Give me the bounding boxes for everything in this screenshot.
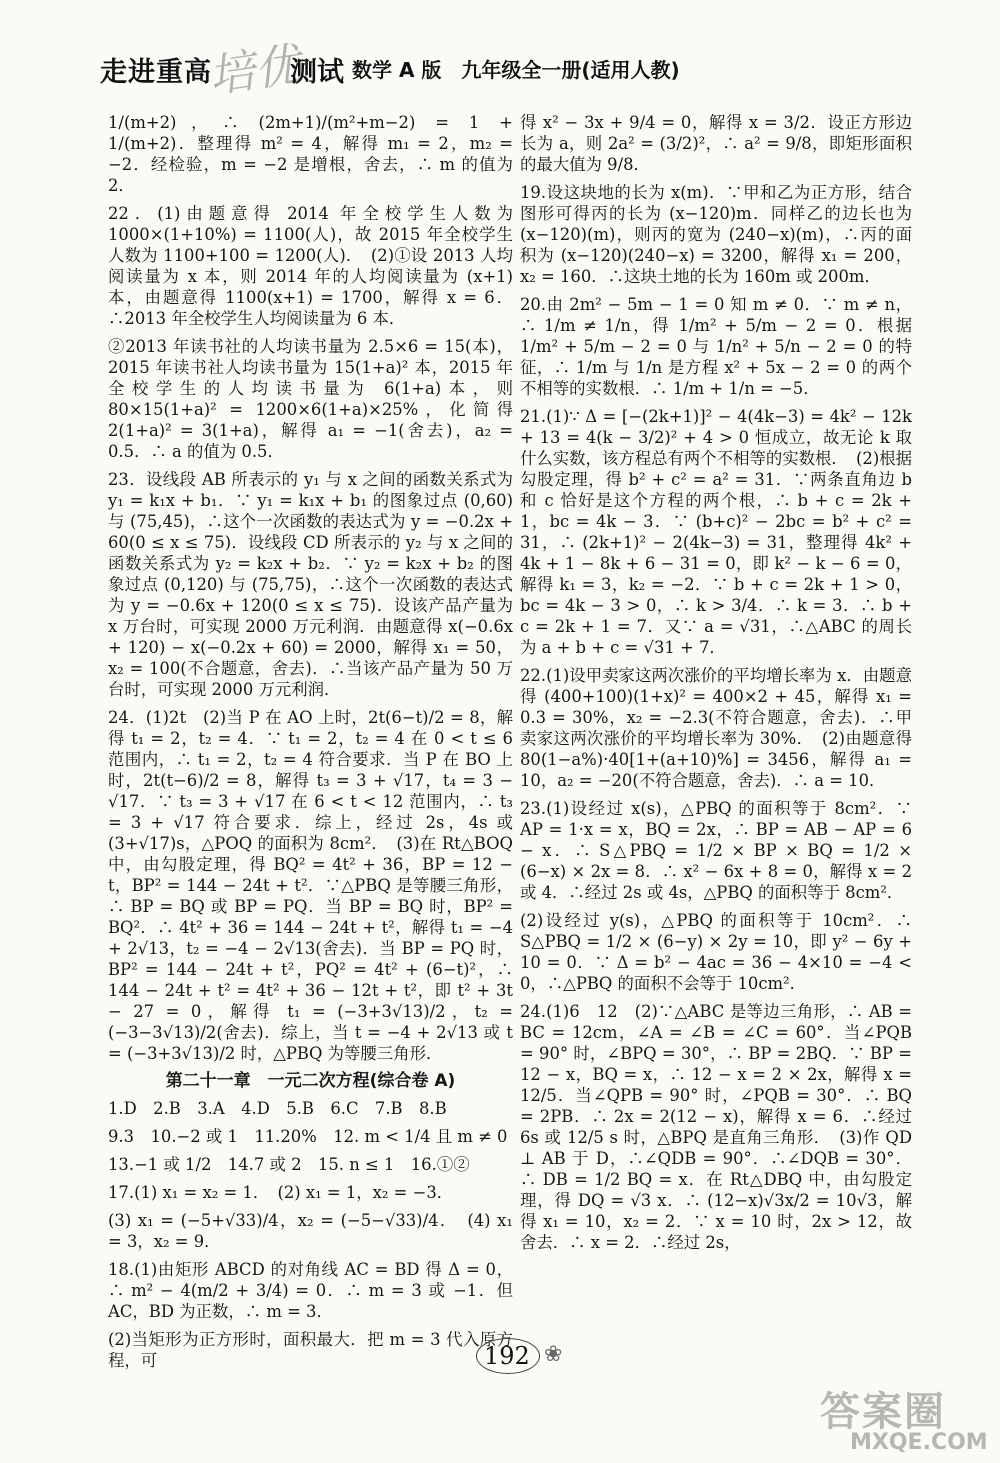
answer-paragraph: (2)当矩形为正方形时，面积最大．把 m = 3 代入原方程，可 (108, 1330, 513, 1370)
answer-paragraph: 18.(1)由矩形 ABCD 的对角线 AC = BD 得 Δ = 0，∴ m² − 4(m/2 + 3/4) = 0．∴ m = 3 或 −1．但 AC，BD 为正数，∴ m = 3． (108, 1260, 513, 1321)
answer-line: (3) x₁ = (−5+√33)/4，x₂ = (−5−√33)/4． (4) x₁ = 3，x₂ = 9． (108, 1211, 513, 1251)
right-column (520, 112, 912, 1260)
answer-paragraph: (2)设经过 y(s)，△PBQ 的面积等于 10cm²．∴ S△PBQ = 1/2 × (6−y) × 2y = 10，即 y² − 6y + 10 = 0．∵ Δ = b² − 4ac = 36 − 4×10 = −4 < 0，∴△PBQ 的面积不会等于 10cm²． (520, 911, 912, 993)
page-number: 192 (484, 1342, 530, 1370)
answer-paragraph: 23．设线段 AB 所表示的 y₁ 与 x 之间的函数关系式为 y₁ = k₁x + b₁．∵ y₁ = k₁x + b₁ 的图象过点 (0,60) 与 (75,45)，∴这个一次函数的表达式为 y = −0.2x + 60(0 ≤ x ≤ 75)．设线段 CD 所表示的 y₂ 与 x 之间的函数关系式为 y₂ = k₂x + b₂．∵ y₂ = k₂x + b₂ 的图象过点 (0,120) 与 (75,75)，∴这个一次函数的表达式为 y = −0.6x + 120(0 ≤ x ≤ 75)．设该产品产量为 x 万台时，可实现 2000 万元利润．由题意得 x(−0.6x + 120) − x(−0.2x + 60) = 2000，解得 x₁ = 50，x₂ = 100(不合题意，舍去)．∴当该产品产量为 50 万台时，可实现 2000 万元利润． (108, 470, 513, 699)
answer-paragraph: 22.(1)设甲卖家这两次涨价的平均增长率为 x．由题意得 (400+100)(1+x)² = 400×2 + 45，解得 x₁ = 0.3 = 30%，x₂ = −2.3(不符合题意，舍去)．∴甲卖家这两次涨价的平均增长率为 30%． (2)由题意得 80(1−a%)·40[1+(a+10)%] = 3456，解得 a₁ = 10，a₂ = −20(不符合题意，舍去)．∴ a = 10． (520, 666, 912, 790)
answer-paragraph: 21.(1)∵ Δ = [−(2k+1)]² − 4(4k−3) = 4k² − 12k + 13 = 4(k − 3/2)² + 4 > 0 恒成立，故无论 k 取什么实数，该方程总有两个不相等的实数根． (2)根据勾股定理，得 b² + c² = a² = 31．∵两条直角边 b 和 c 恰好是这个方程的两个根，∴ b + c = 2k + 1，bc = 4k − 3．∵ (b+c)² − 2bc = b² + c² = 31，∴ (2k+1)² − 2(4k−3) = 31，整理得 4k² + 4k + 1 − 8k + 6 − 31 = 0，即 k² − k − 6 = 0，解得 k₁ = 3，k₂ = −2．∵ b + c = 2k + 1 > 0，bc = 4k − 3 > 0，∴ k > 3/4．∴ k = 3．∴ b + c = 2k + 1 = 7．又∵ a = √31，∴△ABC 的周长为 a + b + c = √31 + 7． (520, 407, 913, 657)
flower-ornament-icon: ❀ (544, 1342, 563, 1367)
answer-line: 1.D 2.B 3.A 4.D 5.B 6.C 7.B 8.B (108, 1099, 447, 1118)
answer-line: 17.(1) x₁ = x₂ = 1． (2) x₁ = 1，x₂ = −3． (108, 1183, 454, 1202)
answer-paragraph: 1/(m+2)，∴ (2m+1)/(m²+m−2) = 1 + 1/(m+2)．整理得 m² = 4，解得 m₁ = 2，m₂ = −2．经检验，m = −2 是增根，舍去，∴ m 的值为 2． (108, 113, 513, 195)
watermark-logo: 答案圈 (820, 1389, 946, 1435)
section-title: 第二十一章 一元二次方程(综合卷 A) (165, 1071, 456, 1091)
page-header (100, 36, 920, 110)
answer-line: 9.3 10.−2 或 1 11.20% 12. m < 1/4 且 m ≠ 0 (108, 1127, 508, 1146)
answer-line: 13.−1 或 1/2 14.7 或 2 15. n ≤ 1 16.①② (108, 1155, 470, 1174)
answer-paragraph: ②2013 年读书社的人均读书量为 2.5×6 = 15(本)，2015 年读书社人均读书量为 15(1+a)² 本，2015 年全校学生的人均读书量为 6(1+a)本，则 80×15(1+a)² = 1200×6(1+a)×25%，化简得 2(1+a)² = 3(1+a)，解得 a₁ = −1(舍去)，a₂ = 0.5．∴ a 的值为 0.5． (108, 337, 513, 461)
series-subtitle: 测试 (290, 57, 344, 88)
series-logo-script: 培优 (205, 36, 304, 104)
answer-paragraph: 得 x² − 3x + 9/4 = 0，解得 x = 3/2．设正方形边长为 a，则 2a² = (3/2)²，∴ a² = 9/8，即矩形面积的最大值为 9/8． (520, 113, 912, 174)
answer-paragraph: 23.(1)设经过 x(s)，△PBQ 的面积等于 8cm²．∵ AP = 1·x = x，BQ = 2x，∴ BP = AB − AP = 6 − x．∴ S△PBQ = 1/2 × BP × BQ = 1/2 × (6−x) × 2x = 8．∴ x² − 6x + 8 = 0，解得 x = 2 或 4．∴经过 2s 或 4s，△PBQ 的面积等于 8cm²． (520, 799, 912, 902)
answer-paragraph: 20.由 2m² − 5m − 1 = 0 知 m ≠ 0．∵ m ≠ n，∴ 1/m ≠ 1/n，得 1/m² + 5/m − 2 = 0．根据 1/m² + 5/m − 2 = 0 与 1/n² + 5/n − 2 = 0 的特征，∴ 1/m 与 1/n 是方程 x² + 5x − 2 = 0 的两个不相等的实数根．∴ 1/m + 1/n = −5． (520, 295, 912, 398)
answer-paragraph: 19.设这块地的长为 x(m)．∵甲和乙为正方形，结合图形可得丙的长为 (x−120)m．同样乙的边长也为 (x−120)(m)，则丙的宽为 (240−x)(m)，∴丙的面积为 (x−120)(240−x) = 3200，解得 x₁ = 200，x₂ = 160．∴这块土地的长为 160m 或 200m． (520, 183, 912, 286)
answer-paragraph: 22．(1)由题意得 2014 年全校学生人数为 1000×(1+10%) = 1100(人)，故 2015 年全校学生人数为 1100+100 = 1200(人)． (2)①设 2013 人均阅读量为 x 本，则 2014 年的人均阅读量为 (x+1) 本，由题意得 1100(x+1) = 1700，解得 x = 6．∴2013 年全校学生人均阅读量为 6 本． (108, 204, 513, 328)
watermark-url: MXQE.COM (850, 1430, 988, 1455)
left-column (108, 112, 513, 1378)
answer-paragraph: 24．(1)2t (2)当 P 在 AO 上时，2t(6−t)/2 = 8，解得 t₁ = 2，t₂ = 4．∵ t₁ = 2，t₂ = 4 在 0 < t ≤ 6 范围内，∴ t₁ = 2，t₂ = 4 符合要求．当 P 在 BO 上时，2t(t−6)/2 = 8，解得 t₃ = 3 + √17，t₄ = 3 − √17．∵ t₃ = 3 + √17 在 6 < t < 12 范围内，∴ t₃ = 3 + √17 符合要求．综上，经过 2s，4s 或 (3+√17)s，△POQ 的面积为 8cm²． (3)在 Rt△BOQ 中，由勾股定理，得 BQ² = 4t² + 36，BP = 12 − t，BP² = 144 − 24t + t²．∵△PBQ 是等腰三角形，∴ BP = BQ 或 BP = PQ．当 BP = BQ 时，BP² = BQ²．∴ 4t² + 36 = 144 − 24t + t²，解得 t₁ = −4 + 2√13，t₂ = −4 − 2√13(舍去)．当 BP = PQ 时，BP² = 144 − 24t + t²，PQ² = 4t² + (6−t)²，∴ 144 − 24t + t² = 4t² + 36 − 12t + t²，即 t² + 3t − 27 = 0，解得 t₁ = (−3+3√13)/2，t₂ = (−3−3√13)/2(舍去)．综上，当 t = −4 + 2√13 或 t = (−3+3√13)/2 时，△PBQ 为等腰三角形． (108, 708, 513, 1063)
page-footer (470, 1336, 590, 1376)
subject-label: 数学 A 版 九年级全一册(适用人教) (352, 58, 680, 82)
watermark (820, 1380, 990, 1460)
answer-paragraph: 24.(1)6 12 (2)∵△ABC 是等边三角形，∴ AB = BC = 12cm，∠A = ∠B = ∠C = 60°．当∠PQB = 90° 时，∠BPQ = 30°，∴ BP = 2BQ．∵ BP = 12 − x，BQ = x，∴ 12 − x = 2 × 2x，解得 x = 12/5．当∠QPB = 90° 时，∠PQB = 30°．∴ BQ = 2PB．∴ 2x = 2(12 − x)，解得 x = 6．∴经过 6s 或 12/5 s 时，△BPQ 是直角三角形． (3)作 QD ⊥ AB 于 D，∴∠QDB = 90°．∴∠DQB = 30°．∴ DB = 1/2 BQ = x．在 Rt△DBQ 中，由勾股定理，得 DQ = √3 x．∴ (12−x)√3x/2 = 10√3，解得 x₁ = 10，x₂ = 2．∵ x = 10 时，2x > 12，故舍去．∴ x = 2．∴经过 2s， (520, 1002, 912, 1252)
series-title: 走进重高 (100, 57, 212, 88)
